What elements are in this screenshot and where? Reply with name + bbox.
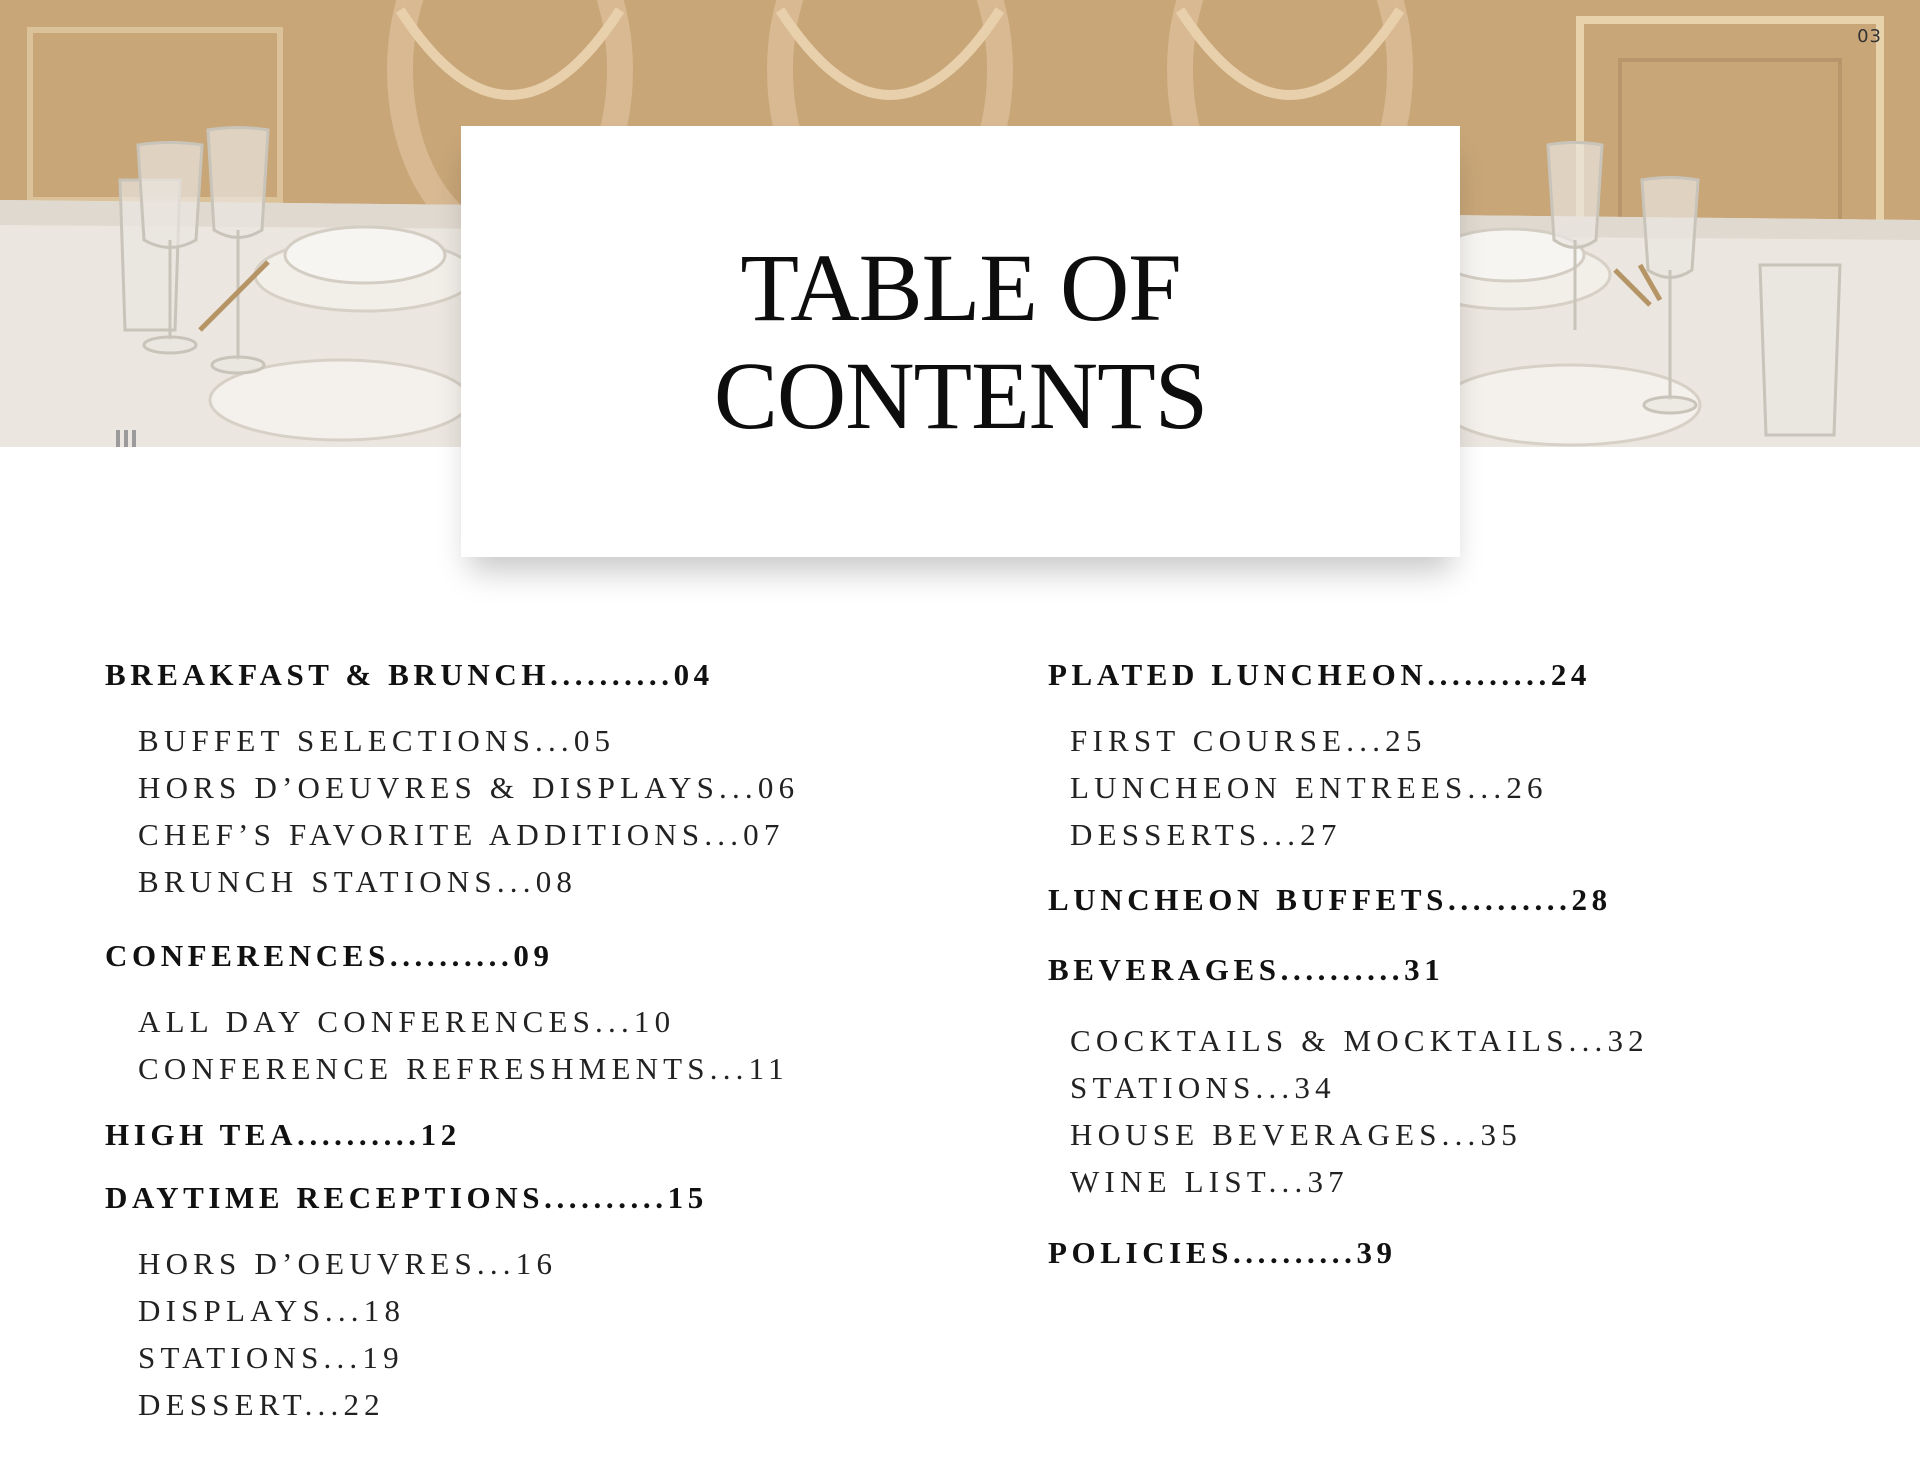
toc-item[interactable]: COCKTAILS & MOCKTAILS...32 bbox=[1070, 1023, 1649, 1058]
toc-section-daytime-receptions[interactable]: DAYTIME RECEPTIONS..........15 bbox=[105, 1180, 708, 1215]
toc-item[interactable]: LUNCHEON ENTREES...26 bbox=[1070, 770, 1548, 805]
toc-item[interactable]: DESSERT...22 bbox=[138, 1387, 385, 1422]
toc-section-plated-luncheon[interactable]: PLATED LUNCHEON..........24 bbox=[1048, 657, 1592, 692]
toc-item[interactable]: CONFERENCE REFRESHMENTS...11 bbox=[138, 1051, 789, 1086]
page-title bbox=[601, 234, 1321, 450]
toc-section-luncheon-buffets[interactable]: LUNCHEON BUFFETS..........28 bbox=[1048, 882, 1612, 917]
toc-item[interactable]: CHEF’S FAVORITE ADDITIONS...07 bbox=[138, 817, 785, 852]
toc-item[interactable]: STATIONS...34 bbox=[1070, 1070, 1336, 1105]
toc-item[interactable]: HORS D’OEUVRES & DISPLAYS...06 bbox=[138, 770, 800, 805]
title-card bbox=[461, 126, 1460, 557]
toc-section-high-tea[interactable]: HIGH TEA..........12 bbox=[105, 1117, 461, 1152]
page-number: 03 bbox=[1857, 26, 1882, 47]
toc-item[interactable]: DESSERTS...27 bbox=[1070, 817, 1342, 852]
toc-item[interactable]: STATIONS...19 bbox=[138, 1340, 404, 1375]
toc-item[interactable]: HORS D’OEUVRES...16 bbox=[138, 1246, 558, 1281]
title-line-2: CONTENTS bbox=[713, 341, 1208, 449]
toc-item[interactable]: DISPLAYS...18 bbox=[138, 1293, 406, 1328]
toc-item[interactable]: HOUSE BEVERAGES...35 bbox=[1070, 1117, 1522, 1152]
toc-item[interactable]: ALL DAY CONFERENCES...10 bbox=[138, 1004, 676, 1039]
toc-item[interactable]: BRUNCH STATIONS...08 bbox=[138, 864, 578, 899]
toc-item[interactable]: WINE LIST...37 bbox=[1070, 1164, 1349, 1199]
toc-item[interactable]: FIRST COURSE...25 bbox=[1070, 723, 1427, 758]
toc-section-conferences[interactable]: CONFERENCES..........09 bbox=[105, 938, 554, 973]
toc-section-breakfast[interactable]: BREAKFAST & BRUNCH..........04 bbox=[105, 657, 714, 692]
toc-section-beverages[interactable]: BEVERAGES..........31 bbox=[1048, 952, 1445, 987]
toc-item[interactable]: BUFFET SELECTIONS...05 bbox=[138, 723, 616, 758]
toc-section-policies[interactable]: POLICIES..........39 bbox=[1048, 1235, 1397, 1270]
title-line-1: TABLE OF bbox=[740, 233, 1181, 341]
